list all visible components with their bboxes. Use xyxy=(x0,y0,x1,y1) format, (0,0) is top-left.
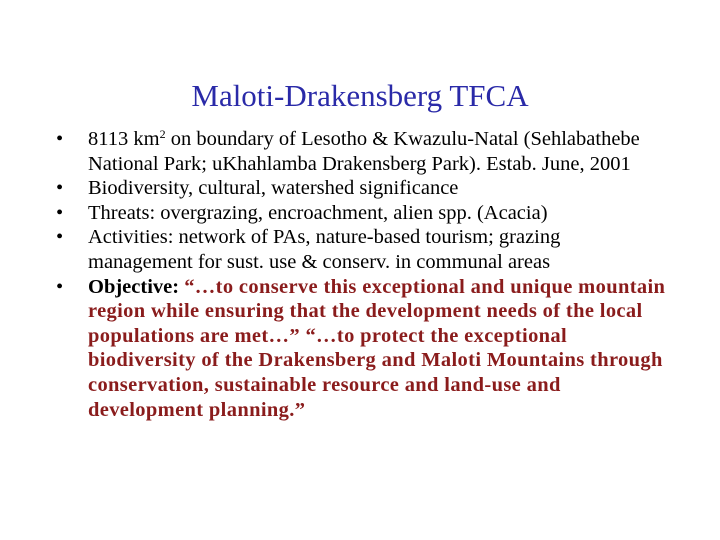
bullet-threats xyxy=(56,201,666,226)
area-rest: on boundary of Lesotho & Kwazulu-Natal (Sehlabathebe National Park; uKhahlamba Drakensberg Park). Estab. June, 2001 xyxy=(88,128,640,175)
objective-label: Objective: xyxy=(88,275,180,298)
bullet-list xyxy=(56,127,666,422)
objective-quote: “…to conserve this exceptional and unique mountain region while ensuring that the development needs of the local populations are met…” “…to protect the exceptional biodiversity of the Drakensberg and Maloti Mountains through conservation, sustainable resource and land-use and development planning.” xyxy=(88,275,666,421)
bullet-icon: • xyxy=(56,128,64,150)
bullet-activities xyxy=(56,225,666,274)
activities-text: Activities: network of PAs, nature-based tourism; grazing management for sust. use & conserv. in communal areas xyxy=(88,226,561,273)
bullet-area xyxy=(56,127,666,176)
bullet-icon: • xyxy=(56,201,64,224)
bullet-significance xyxy=(56,176,666,201)
significance-text: Biodiversity, cultural, watershed significance xyxy=(88,177,459,200)
bullet-icon: • xyxy=(56,177,64,200)
threats-text: Threats: overgrazing, encroachment, alien spp. (Acacia) xyxy=(88,201,548,224)
bullet-icon: • xyxy=(56,275,64,298)
slide-title: Maloti-Drakensberg TFCA xyxy=(191,78,529,113)
bullet-icon: • xyxy=(56,226,64,249)
area-superscript: 2 xyxy=(159,127,166,141)
bullet-objective xyxy=(56,275,666,423)
area-lead: 8113 km xyxy=(88,128,160,150)
